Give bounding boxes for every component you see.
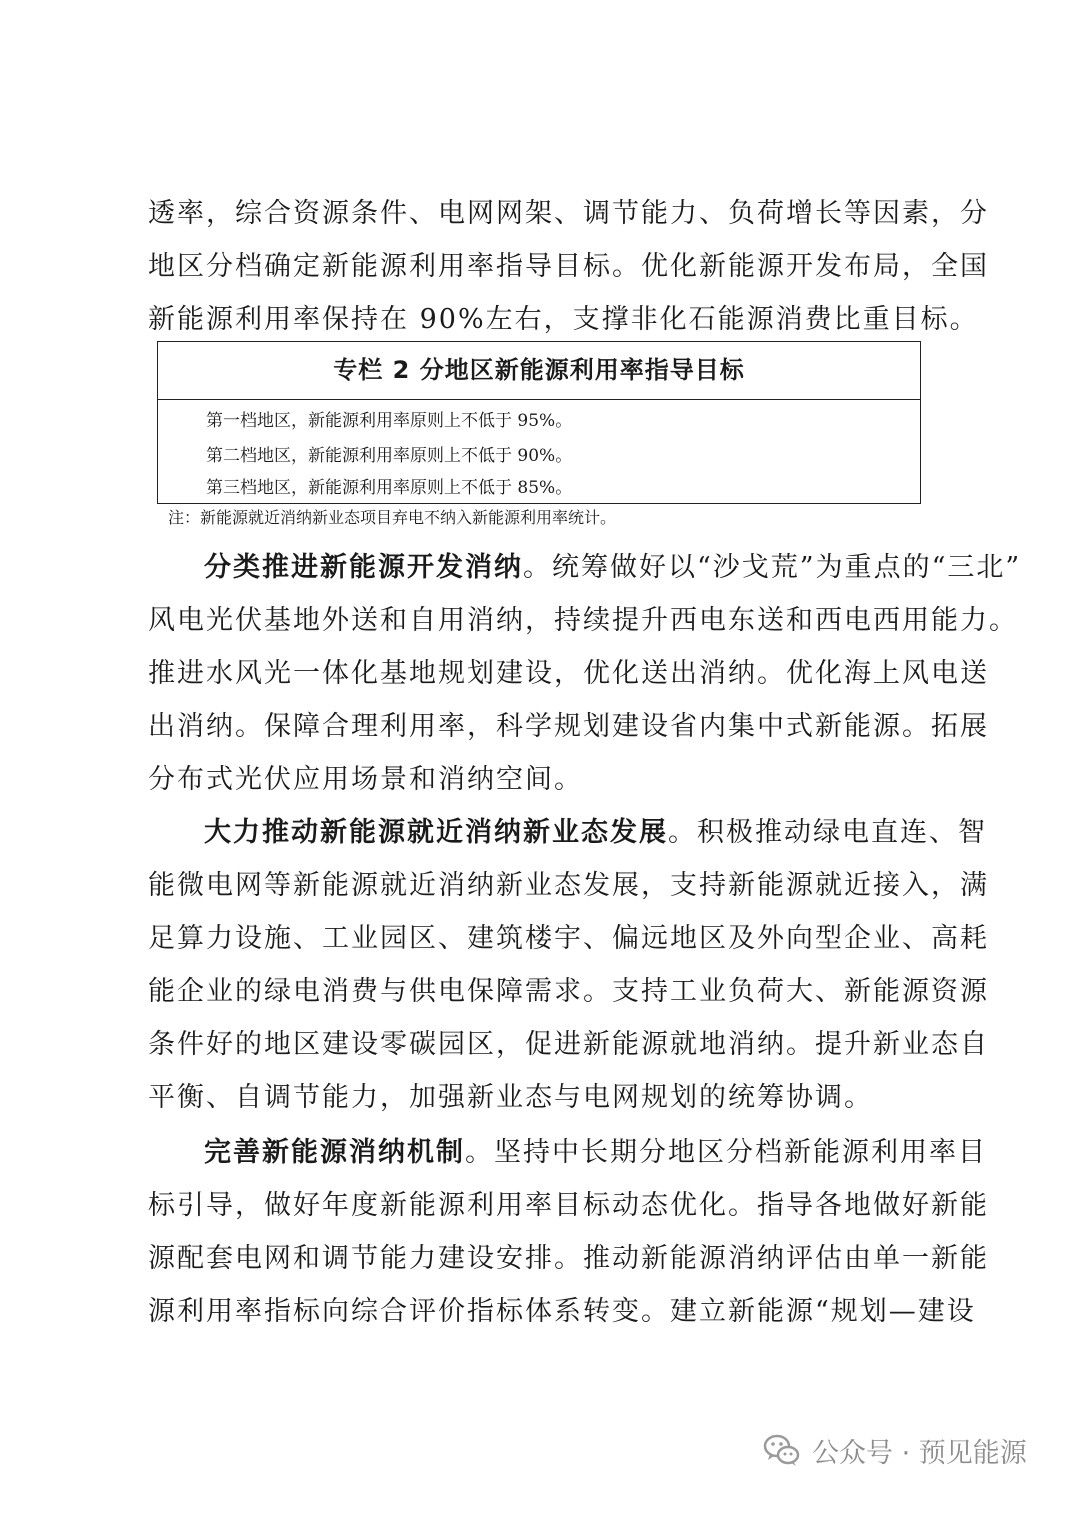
section-first-line bbox=[204, 550, 1021, 586]
wechat-icon bbox=[762, 1430, 802, 1470]
body-line: 条件好的地区建设零碳园区，促进新能源就地消纳。提升新业态自 bbox=[148, 1029, 989, 1060]
column-box bbox=[157, 341, 921, 504]
body-line: 标引导，做好年度新能源利用率目标动态优化。指导各地做好新能 bbox=[148, 1190, 989, 1221]
body-line: 源利用率指标向综合评价指标体系转变。建立新能源“规划—建设 bbox=[148, 1296, 976, 1327]
body-line: 出消纳。保障合理利用率，科学规划建设省内集中式新能源。拓展 bbox=[148, 711, 989, 742]
body-line: 地区分档确定新能源利用率指导目标。优化新能源开发布局，全国 bbox=[148, 251, 989, 282]
column-box-item: 第二档地区，新能源利用率原则上不低于 90%。 bbox=[206, 446, 573, 466]
section-first-line bbox=[204, 1135, 987, 1171]
column-box-item: 第三档地区，新能源利用率原则上不低于 85%。 bbox=[206, 478, 573, 498]
watermark bbox=[762, 1425, 1027, 1475]
section-lead: 完善新能源消纳机制 bbox=[204, 1137, 465, 1168]
column-box-item: 第一档地区，新能源利用率原则上不低于 95%。 bbox=[206, 411, 573, 431]
body-line: 新能源利用率保持在 90%左右，支撑非化石能源消费比重目标。 bbox=[148, 304, 979, 335]
body-line: 透率，综合资源条件、电网网架、调节能力、负荷增长等因素，分 bbox=[148, 198, 989, 229]
section-first-rest: 。坚持中长期分地区分档新能源利用率目 bbox=[465, 1137, 987, 1168]
section-first-rest: 。统筹做好以“沙戈荒”为重点的“三北” bbox=[523, 552, 1022, 583]
body-line: 能企业的绿电消费与供电保障需求。支持工业负荷大、新能源资源 bbox=[148, 976, 989, 1007]
body-line: 分布式光伏应用场景和消纳空间。 bbox=[148, 764, 583, 795]
section-lead: 大力推动新能源就近消纳新业态发展 bbox=[204, 817, 668, 848]
column-box-title: 专栏 2 分地区新能源利用率指导目标 bbox=[158, 342, 920, 400]
body-line: 风电光伏基地外送和自用消纳，持续提升西电东送和西电西用能力。 bbox=[148, 605, 1018, 636]
column-box-note: 注：新能源就近消纳新业态项目弃电不纳入新能源利用率统计。 bbox=[168, 508, 617, 527]
section-first-line bbox=[204, 815, 987, 851]
body-line: 源配套电网和调节能力建设安排。推动新能源消纳评估由单一新能 bbox=[148, 1243, 989, 1274]
body-line: 足算力设施、工业园区、建筑楼宇、偏远地区及外向型企业、高耗 bbox=[148, 923, 989, 954]
body-line: 推进水风光一体化基地规划建设，优化送出消纳。优化海上风电送 bbox=[148, 658, 989, 689]
watermark-text: 公众号 · 预见能源 bbox=[812, 1437, 1027, 1469]
section-first-rest: 。积极推动绿电直连、智 bbox=[668, 817, 987, 848]
body-line: 平衡、自调节能力，加强新业态与电网规划的统筹协调。 bbox=[148, 1082, 873, 1113]
section-lead: 分类推进新能源开发消纳 bbox=[204, 552, 523, 583]
body-line: 能微电网等新能源就近消纳新业态发展，支持新能源就近接入，满 bbox=[148, 870, 989, 901]
